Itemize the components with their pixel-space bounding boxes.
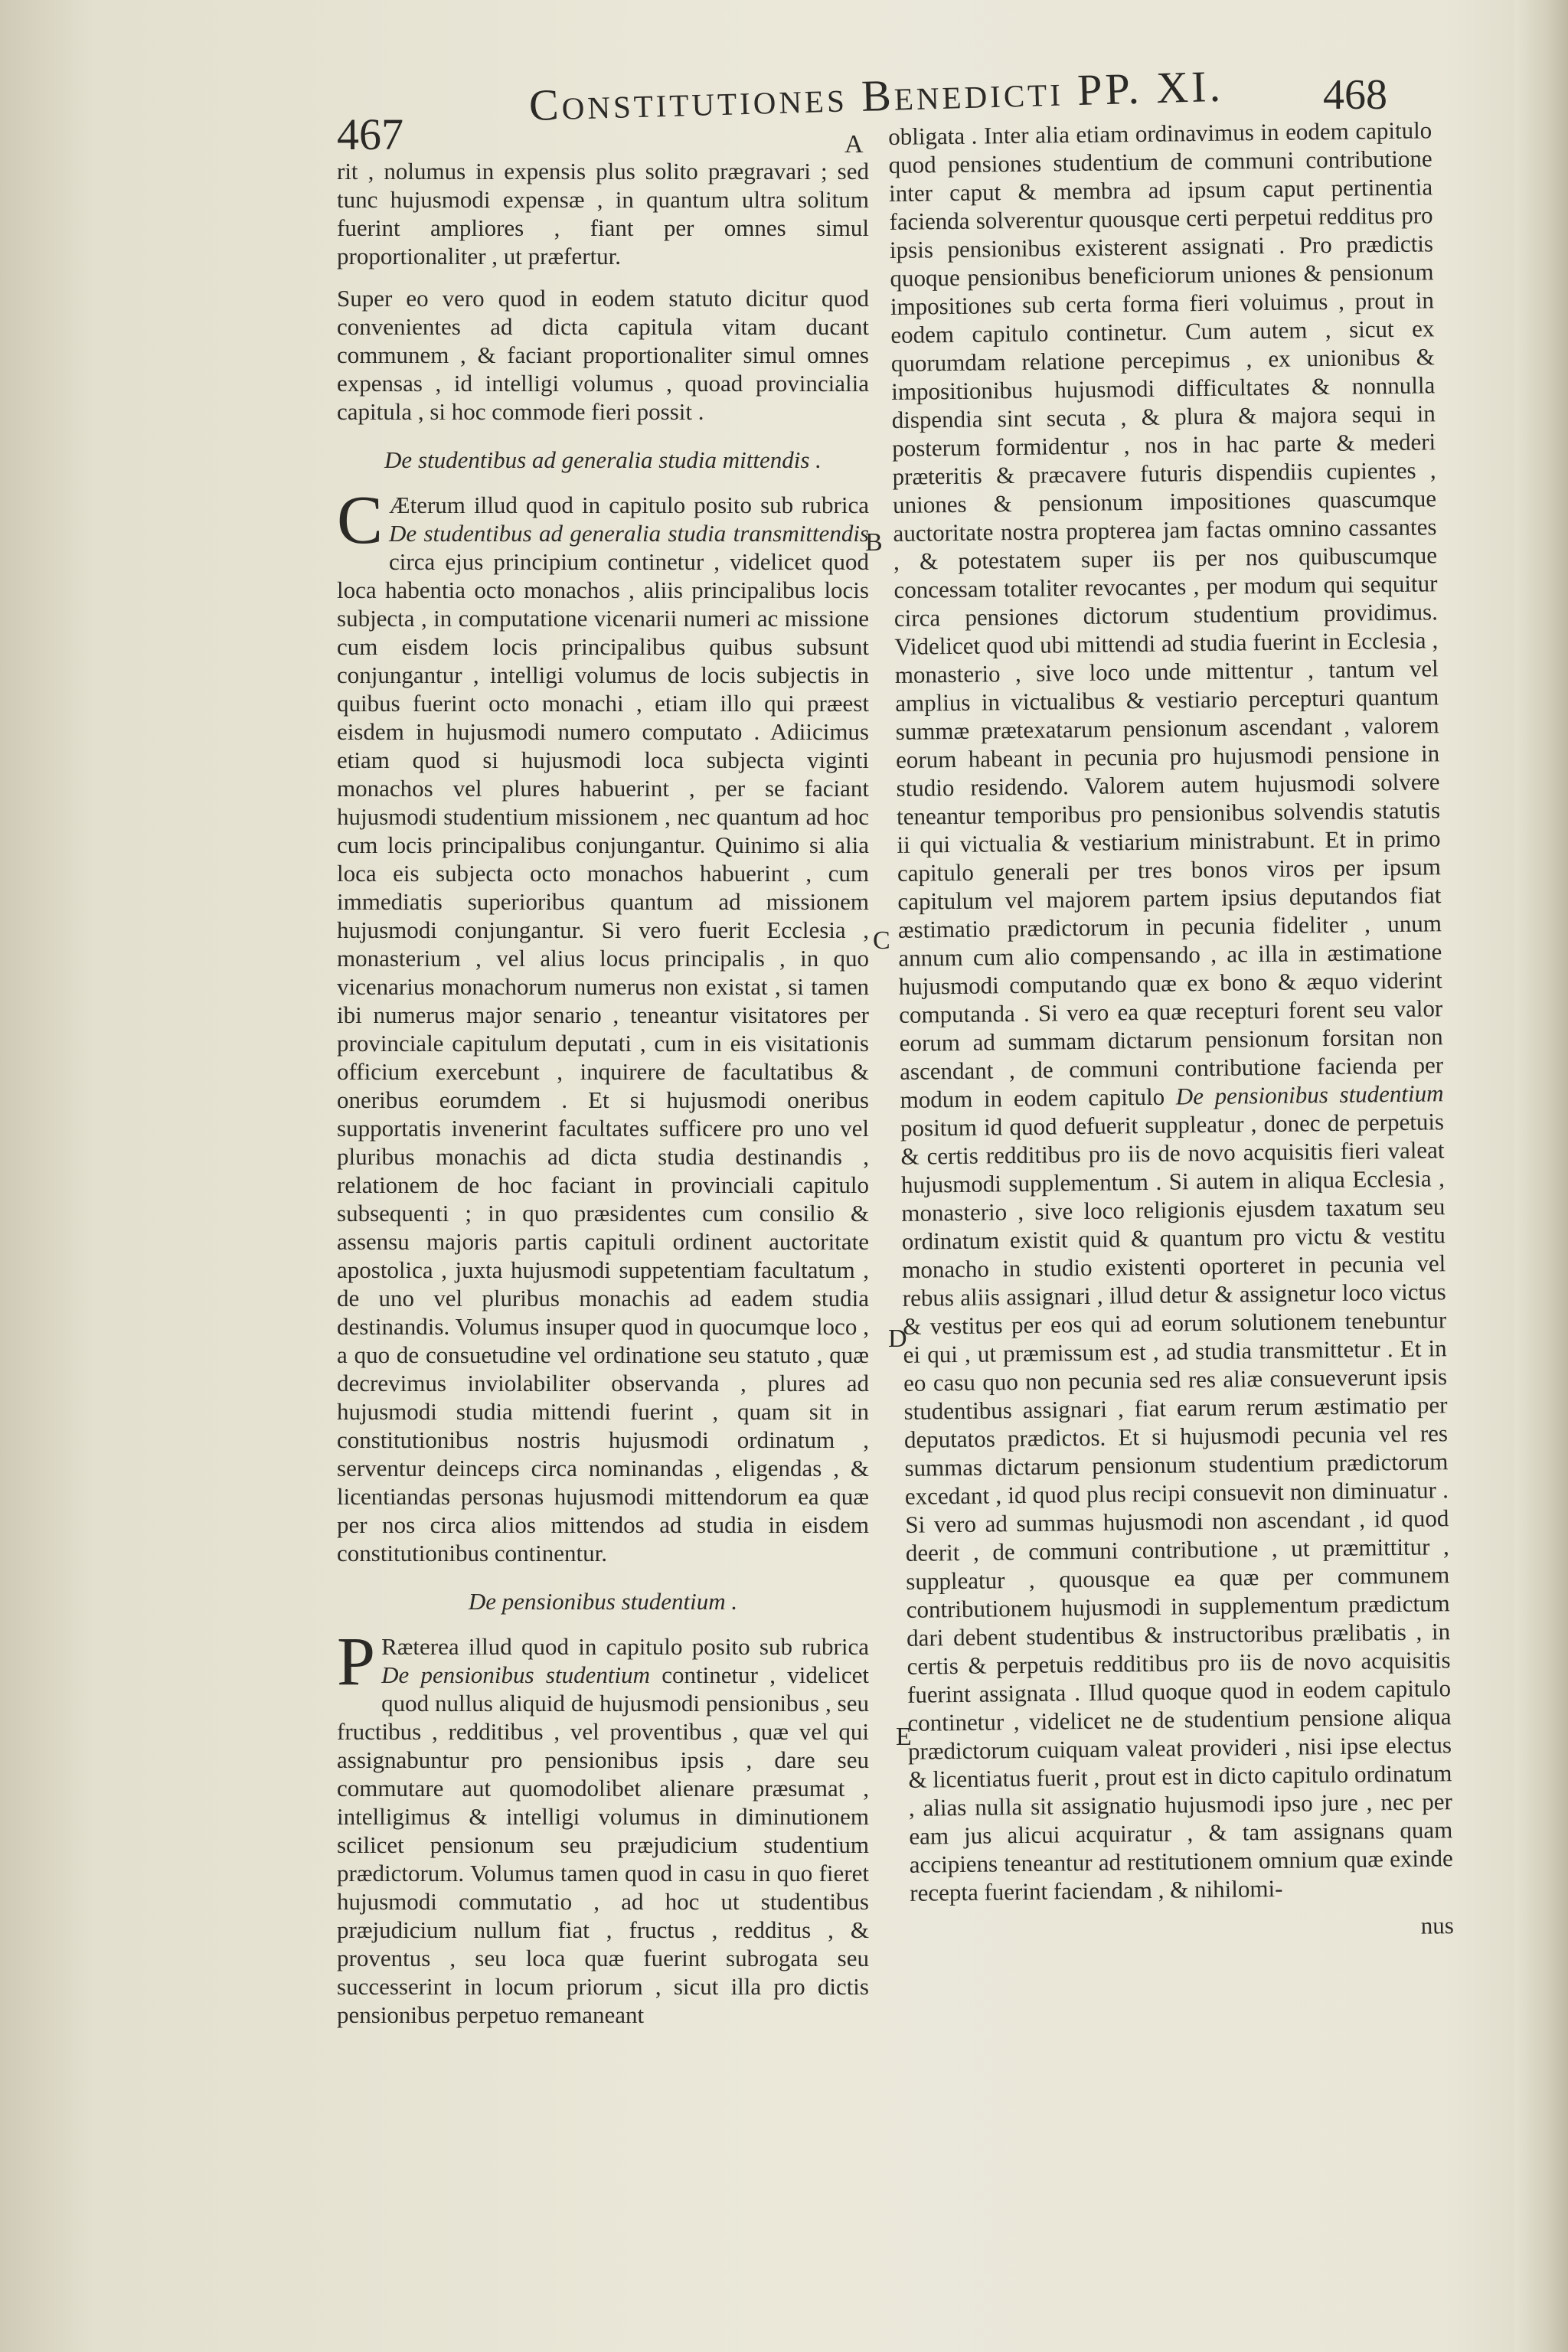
- margin-letter-a: A: [844, 130, 864, 158]
- margin-letter-b: B: [865, 528, 883, 557]
- italic-rubric: De pensionibus studentium: [1175, 1080, 1444, 1110]
- catchword: nus: [1420, 1912, 1455, 1939]
- paragraph-text: Ræterea illud quod in capitulo posito sub rubrica: [381, 1633, 869, 1660]
- section-heading: De pensionibus studentium .: [468, 1588, 738, 1615]
- paragraph-text: Æterum illud quod in capitulo posito sub rubrica: [389, 492, 869, 518]
- paragraph: [888, 116, 1453, 1907]
- left-column: [337, 157, 869, 2043]
- page-edge: [1514, 0, 1568, 2352]
- page-number-right: 468: [1323, 71, 1387, 119]
- page-number-left: 467: [337, 109, 403, 159]
- drop-cap: P: [337, 1624, 376, 1700]
- paragraph: [337, 482, 869, 1567]
- drop-cap: C: [337, 482, 384, 558]
- italic-rubric: De studentibus ad generalia studia transmittendis: [389, 520, 869, 547]
- paragraph: Super eo vero quod in eodem statuto dicitur quod convenientes ad dicta capitula vitam ducant communem , & faciant proportionaliter simul omnes expensas , id intelligi volumus , quoad provincialia capitula , si hoc commode fieri possit .: [337, 285, 869, 425]
- margin-letter-d: D: [888, 1325, 907, 1353]
- paragraph-text: positum id quod defuerit suppleatur , donec de perpetuis & certis redditibus pro iis de novo acquisitis fieri valeat hujusmodi supplementum . Si autem in aliqua Ecclesia , monasterio , sive loco religionis ejusdem taxatum seu ordinatum existit quid & quantum pro victu & vestitu monacho in studio existenti oporteret in pecunia vel rebus aliis assignari , illud detur & assignetur loco victus & vestitus per eos qui ad eorum solutionem tenebuntur ei qui , ut præmissum est , ad studia transmittetur . Et in eo casu quo non pecunia sed res aliæ consueverunt ipsis studentibus assignari , fiat earum rerum æstimatio per deputatos prædictos. Et si hujusmodi pecunia vel res summas dictarum pensionum studentium prædictorum excedant , id quod plus recipi consuevit non diminuatur . Si vero ad summas hujusmodi non ascendant , id quod deerit , de communi contributione , ut præmittitur , suppleatur , quousque ea quæ per communem contributionem hujusmodi in supplementum prædictum dari debent studentibus & instructoribus prælibatis , in certis & perpetuis redditibus pro iis de novo acquisitis fuerint assignata . Illud quoque quod in eodem capitulo continetur , videlicet ne de studentium pensione aliqua prædictorum cuiquam valeat provideri , nisi ipse electus & licentiatus fuerit , prout est in dicto capitulo ordinatum , alias nulla sit assignatio hujusmodi ipso jure , nec per eam jus alicui acquiratur , & tam assignans quam accipiens teneantur ad restitutionem omnium quæ exinde recepta fuerint faciendam , & nihilomi-: [900, 1108, 1453, 1906]
- margin-letter-e: E: [896, 1723, 912, 1751]
- paragraph: rit , nolumus in expensis plus solito prægravari ; sed tunc hujusmodi expensæ , in quantum ultra solitum fuerint ampliores , fiant per omnes simul proportionaliter , ut præfertur.: [337, 158, 869, 270]
- paragraph-text: circa ejus principium continetur , videlicet quod loca habentia octo monachos , aliis principalibus locis subjecta , in computatione vicenarii numeri ac missione cum eisdem locis principalibus quibus subsunt conjungantur , intelligi volumus de locis subjectis in quibus fuerint octo monachi , etiam illo qui præest eisdem in hujusmodi numero computato . Adiicimus etiam quod si hujusmodi loca subjecta viginti monachos vel plures habuerint , per se faciant hujusmodi studentium missionem , nec quantum ad hoc cum locis principalibus conjungantur. Quinimo si alia loca eis subjecta octo monachos habuerint , cum immediatis superioribus quantum ad missionem hujusmodi conjungantur. Si vero fuerit Ecclesia , monasterium , vel alius locus principalis , in quo vicenarius monachorum numerus non existat , si tamen ibi numerus major senario , teneantur visitatores per provinciale capitulum deputati , cum in eis visitationis officium exercebunt , inquirere de facultatibus & oneribus eorumdem . Et si hujusmodi oneribus supportatis invenerint facultates sufficere pro uno vel pluribus monachis ad dicta studia destinandis , relationem de hoc faciant in provinciali capitulo subsequenti ; in quo præsidentes cum consilio & assensu majoris partis capituli ordinent auctoritate apostolica , juxta hujusmodi suppetentiam facultatum , de uno vel pluribus monachis ad eadem studia destinandis. Volumus insuper quod in quocumque loco , a quo de consuetudine vel ordinatione seu statuto , quæ decrevimus inviolabiliter observanda , plures ad hujusmodi studia mittendi fuerint , quam sit in constitutionibus nostris hujusmodi ordinatum , serventur deinceps circa nominandas , eligendas , & licentiandas personas hujusmodi mittendorum ea quæ per nos circa alios mittendos ad studia in eisdem constitutionibus continentur.: [337, 548, 869, 1566]
- section-heading: De studentibus ad generalia studia mittendis .: [384, 446, 822, 473]
- margin-letter-c: C: [873, 926, 890, 955]
- right-column: [888, 116, 1454, 1945]
- paragraph-text: obligata . Inter alia etiam ordinavimus in eodem capitulo quod pensiones studentium de communi contributione inter caput & membra ad ipsum caput pertinentia facienda solverentur quousque certi perpetui redditus pro ipsis pensionibus existerent assignati . Pro prædictis quoque pensionibus beneficiorum uniones & pensionum impositiones sub certa forma fieri voluimus , prout in eodem capitulo continetur. Cum autem , sicut ex quorumdam relatione percepimus , ex unionibus & impositionibus hujusmodi difficultates & nonnulla dispendia sint secuta , & plura & majora sequi in posterum formidentur , nos in hac parte & mederi præteritis & præcavere futuris dispendiis cupientes , uniones & pensionum impositiones quascumque auctoritate nostra propterea jam factas omnino cassantes , & potestatem super iis per nos quibuscumque concessam totaliter revocantes , per modum qui sequitur circa pensiones dictorum studentium providimus. Videlicet quod ubi mittendi ad studia fuerint in Ecclesia , monasterio , sive loco unde mittentur , tantum vel amplius in victualibus & vestiario percepturi quantum summæ prætexatarum pensionum ascendant , valorem eorum habeant in pecunia pro hujusmodi pensione in studio residendo. Valorem autem hujusmodi solvere teneantur temporibus pro pensionibus solvendis statutis ii qui victualia & vestiarium ministrabunt. Et in primo capitulo generali per tres bonos viros per ipsum capitulum vel majorem partem ipsius deputandos fiat æstimatio prædictorum in pecunia fideliter , unum annum cum alio compensando , ac illa in æstimatione hujusmodi computando quæ ex bono & æquo viderint computanda . Si vero ea quæ recepturi forent seu valor eorum ad summam dictarum pensionum forsitan non ascendant , de communi contributione facienda per modum in eodem capitulo: [888, 116, 1444, 1113]
- running-title: Constitutiones Benedicti PP. XI.: [528, 60, 1224, 130]
- paragraph-text: continetur , videlicet quod nullus aliquid de hujusmodi pensionibus , seu fructibus , redditibus , vel proventibus , quæ vel qui assignabuntur pro pensionibus ipsis , dare seu commutare aut quomodolibet alienare præsumat , intelligimus & intelligi volumus in diminutionem scilicet pensionum seu præjudicium studentium prædictorum. Volumus tamen quod in casu in quo fieret hujusmodi commutatio , ad hoc ut studentibus præjudicium nullum fiat , fructus , redditus , & proventus , seu loca quæ fuerint subrogata seu successerint in locum priorum , sicut illa pro dictis pensionibus perpetuo remaneant: [337, 1661, 869, 2028]
- italic-rubric: De pensionibus studentium: [381, 1661, 650, 1688]
- paragraph: [337, 1624, 869, 2029]
